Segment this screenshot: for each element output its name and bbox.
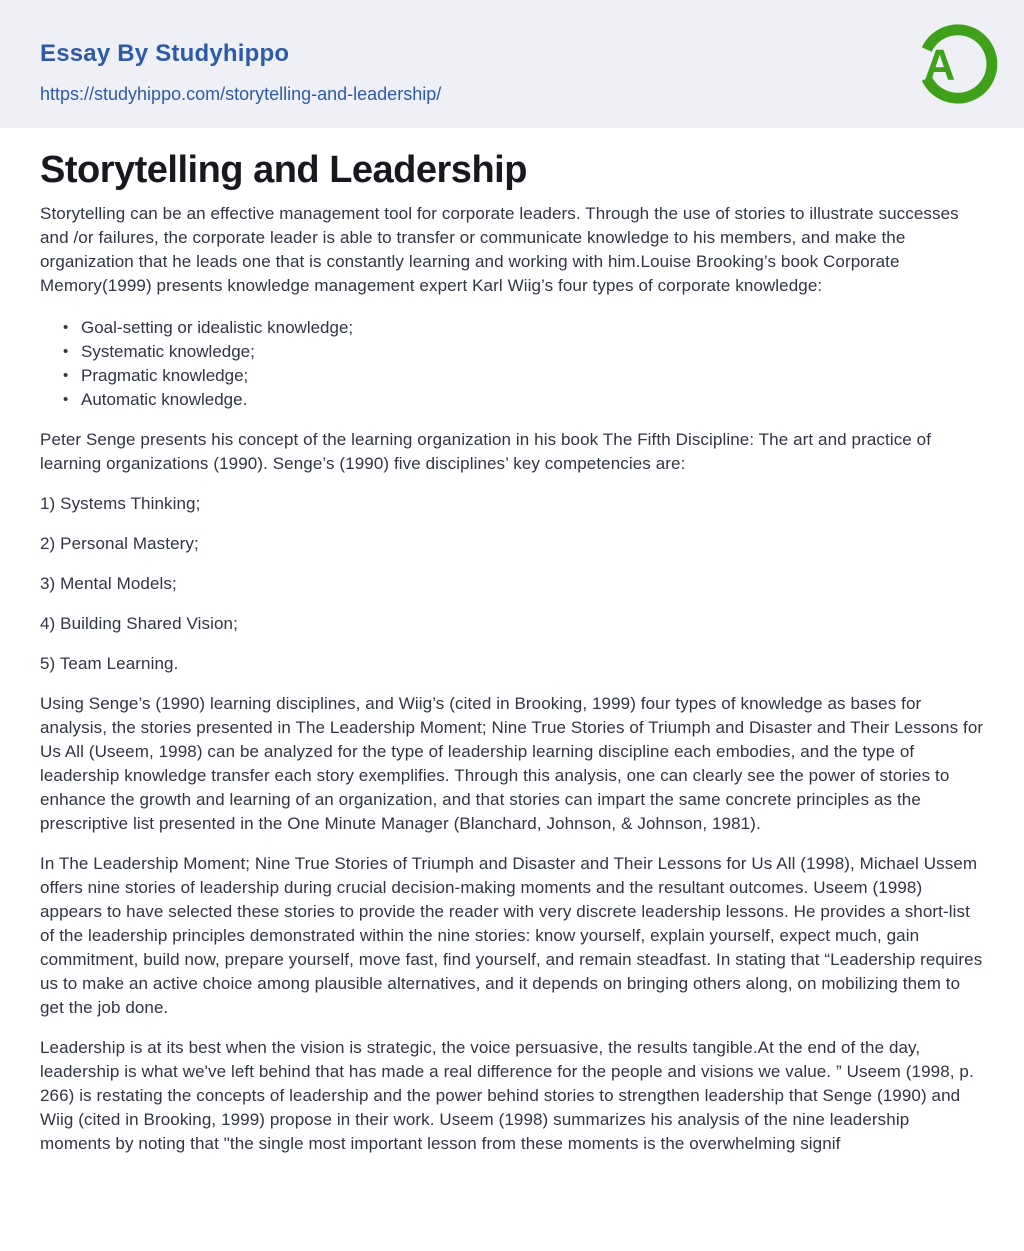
discipline-item: 3) Mental Models;: [40, 574, 177, 593]
logo-letter: A: [924, 41, 956, 90]
studyhippo-logo-icon: [910, 19, 1000, 109]
list-item: • Pragmatic knowledge;: [81, 364, 984, 388]
list-item: • Automatic knowledge.: [81, 388, 984, 412]
paragraph-senge: Peter Senge presents his concept of the learning organization in his book The Fifth Discipline: The art and practice of learning organizations (1990). Senge’s (1990) five disciplines’ key competencies are:: [40, 430, 932, 473]
header-text-block: [40, 40, 1024, 105]
essay-url-link[interactable]: https://studyhippo.com/storytelling-and-leadership/: [40, 84, 442, 104]
list-item: • Goal-setting or idealistic knowledge;: [81, 316, 984, 340]
paragraph-useem: In The Leadership Moment; Nine True Stories of Triumph and Disaster and Their Lessons for Us All (1998), Michael Ussem offers nine stories of leadership during crucial decision-making moments and the resultant outcomes. Useem (1998) appears to have selected these stories to provide the reader with very discrete leadership lessons. He provides a short-list of the leadership principles demonstrated within the nine stories: know yourself, explain yourself, expect much, gain commitment, build now, prepare yourself, move fast, find yourself, and remain steadfast. In stating that “Leadership requires us to make an active choice among plausible alternatives, and it depends on bringing others along, on mobilizing them to get the job done.: [40, 854, 983, 1017]
paragraph-analysis: Using Senge’s (1990) learning disciplines, and Wiig’s (cited in Brooking, 1999) four types of knowledge as bases for analysis, the stories presented in The Leadership Moment; Nine True Stories of Triumph and Disaster and Their Lessons for Us All (Useem, 1998) can be analyzed for the type of leadership learning discipline each embodies, and the type of leadership knowledge transfer each story exemplifies. Through this analysis, one can clearly see the power of stories to enhance the growth and learning of an organization, and that stories can impart the same concrete principles as the prescriptive list presented in the One Minute Manager (Blanchard, Johnson, & Johnson, 1981).: [40, 694, 984, 833]
paragraph-intro: Storytelling can be an effective management tool for corporate leaders. Through the use of stories to illustrate successes and /or failures, the corporate leader is able to transfer or communicate knowledge to his members, and make the organization that he leads one that is constantly learning and working with him.Louise Brooking’s book Corporate Memory(1999) presents knowledge management expert Karl Wiig’s four types of corporate knowledge:: [40, 204, 959, 295]
knowledge-types-list: [40, 316, 984, 412]
site-title-link[interactable]: Essay By Studyhippo: [40, 40, 290, 67]
studyhippo-logo: [910, 19, 1000, 109]
discipline-item: 5) Team Learning.: [40, 654, 179, 673]
discipline-item: 1) Systems Thinking;: [40, 494, 201, 513]
essay-content: [0, 147, 1024, 1156]
essay-title: Storytelling and Leadership: [40, 149, 527, 191]
discipline-item: 4) Building Shared Vision;: [40, 614, 238, 633]
list-item: • Systematic knowledge;: [81, 340, 984, 364]
discipline-item: 2) Personal Mastery;: [40, 534, 199, 553]
page-header: [0, 0, 1024, 128]
paragraph-conclusion: Leadership is at its best when the vision is strategic, the voice persuasive, the results tangible.At the end of the day, leadership is what we've left behind that has made a real difference for the people and visions we value. ” Useem (1998, p. 266) is restating the concepts of leadership and the power behind stories to strengthen leadership that Senge (1990) and Wiig (cited in Brooking, 1999) propose in their work. Useem (1998) summarizes his analysis of the nine leadership moments by noting that "the single most important lesson from these moments is the overwhelming signif: [40, 1038, 974, 1153]
